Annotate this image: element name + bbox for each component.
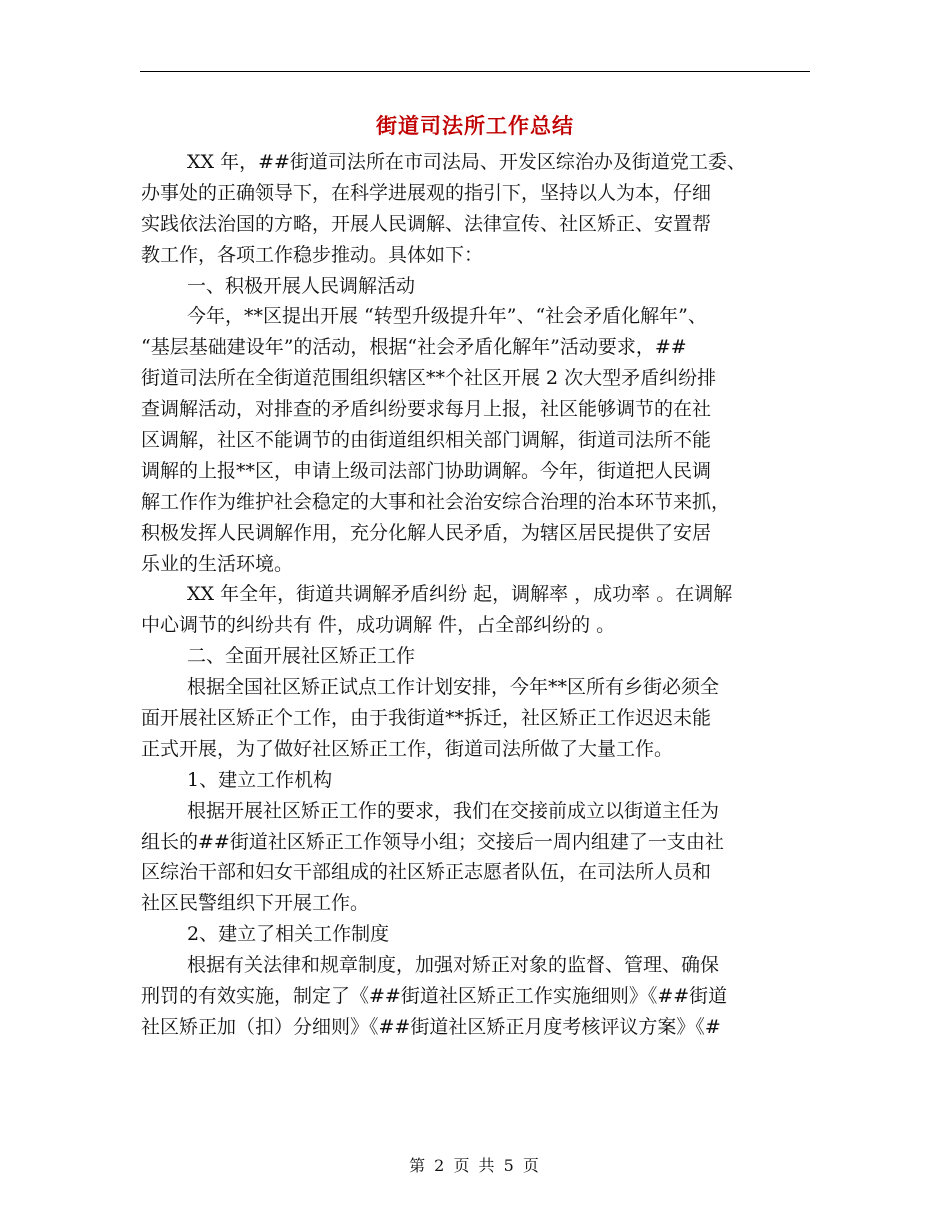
text-line: “基层基础建设年”的活动，根据“社会矛盾化解年”活动要求，## [141, 336, 687, 359]
text-line: 根据全国社区矫正试点工作计划安排，今年**区所有乡街必须全 [187, 676, 720, 699]
document-title: 街道司法所工作总结 [376, 114, 574, 138]
text-line: 2、建立了相关工作制度 [187, 923, 390, 946]
text-line: 社区矫正加（扣）分细则》《##街道社区矫正月度考核评议方案》《# [141, 1015, 721, 1038]
text-line: 刑罚的有效实施，制定了《##街道社区矫正工作实施细则》《##街道 [141, 985, 728, 1008]
text-line: 组长的##街道社区矫正工作领导小组；交接后一周内组建了一支由社 [141, 830, 724, 853]
text-line: 教工作，各项工作稳步推动。具体如下： [141, 243, 484, 266]
text-line: 今年，**区提出开展 “转型升级提升年”、“社会矛盾化解年”、 [187, 305, 707, 328]
text-line: 根据开展社区矫正工作的要求，我们在交接前成立以街道主任为 [187, 799, 720, 822]
text-line: 街道司法所在全街道范围组织辖区**个社区开展 2 次大型矛盾纠纷排 [141, 367, 717, 390]
text-line: 二、全面开展社区矫正工作 [187, 645, 416, 668]
text-line: 根据有关法律和规章制度，加强对矫正对象的监督、管理、确保 [187, 954, 720, 977]
text-line: 积极发挥人民调解作用，充分化解人民矛盾，为辖区居民提供了安居 [141, 521, 712, 544]
text-line: 中心调节的纠纷共有 件，成功调解 件，占全部纠纷的 。 [141, 614, 616, 637]
text-line: XX 年全年，街道共调解矛盾纠纷 起，调解率 ，成功率 。在调解 [187, 583, 733, 606]
text-line: 区调解，社区不能调节的由街道组织相关部门调解，街道司法所不能 [141, 429, 712, 452]
text-line: 调解的上报**区，申请上级司法部门协助调解。今年，街道把人民调 [141, 459, 712, 482]
text-line: 一、积极开展人民调解活动 [187, 274, 416, 297]
text-line: XX 年，##街道司法所在市司法局、开发区综治办及街道党工委、 [187, 151, 746, 173]
text-line: 面开展社区矫正个工作，由于我街道**拆迁，社区矫正工作迟迟未能 [141, 707, 712, 730]
text-line: 社区民警组织下开展工作。 [141, 892, 370, 915]
text-line: 1、建立工作机构 [187, 768, 333, 791]
document-body [141, 147, 813, 1043]
header-rule [140, 71, 810, 72]
text-line: 解工作作为维护社会稳定的大事和社会治安综合治理的治本环节来抓， [141, 490, 731, 513]
text-line: 区综治干部和妇女干部组成的社区矫正志愿者队伍，在司法所人员和 [141, 861, 712, 884]
text-line: 乐业的生活环境。 [141, 552, 294, 575]
text-line: 正式开展，为了做好社区矫正工作，街道司法所做了大量工作。 [141, 737, 674, 760]
text-line: 查调解活动，对排查的矛盾纠纷要求每月上报，社区能够调节的在社 [141, 398, 712, 421]
page-footer: 第 2 页 共 5 页 [409, 1156, 541, 1175]
text-line: 办事处的正确领导下，在科学进展观的指引下，坚持以人为本，仔细 [141, 181, 712, 204]
text-line: 实践依法治国的方略，开展人民调解、法律宣传、社区矫正、安置帮 [141, 212, 712, 235]
